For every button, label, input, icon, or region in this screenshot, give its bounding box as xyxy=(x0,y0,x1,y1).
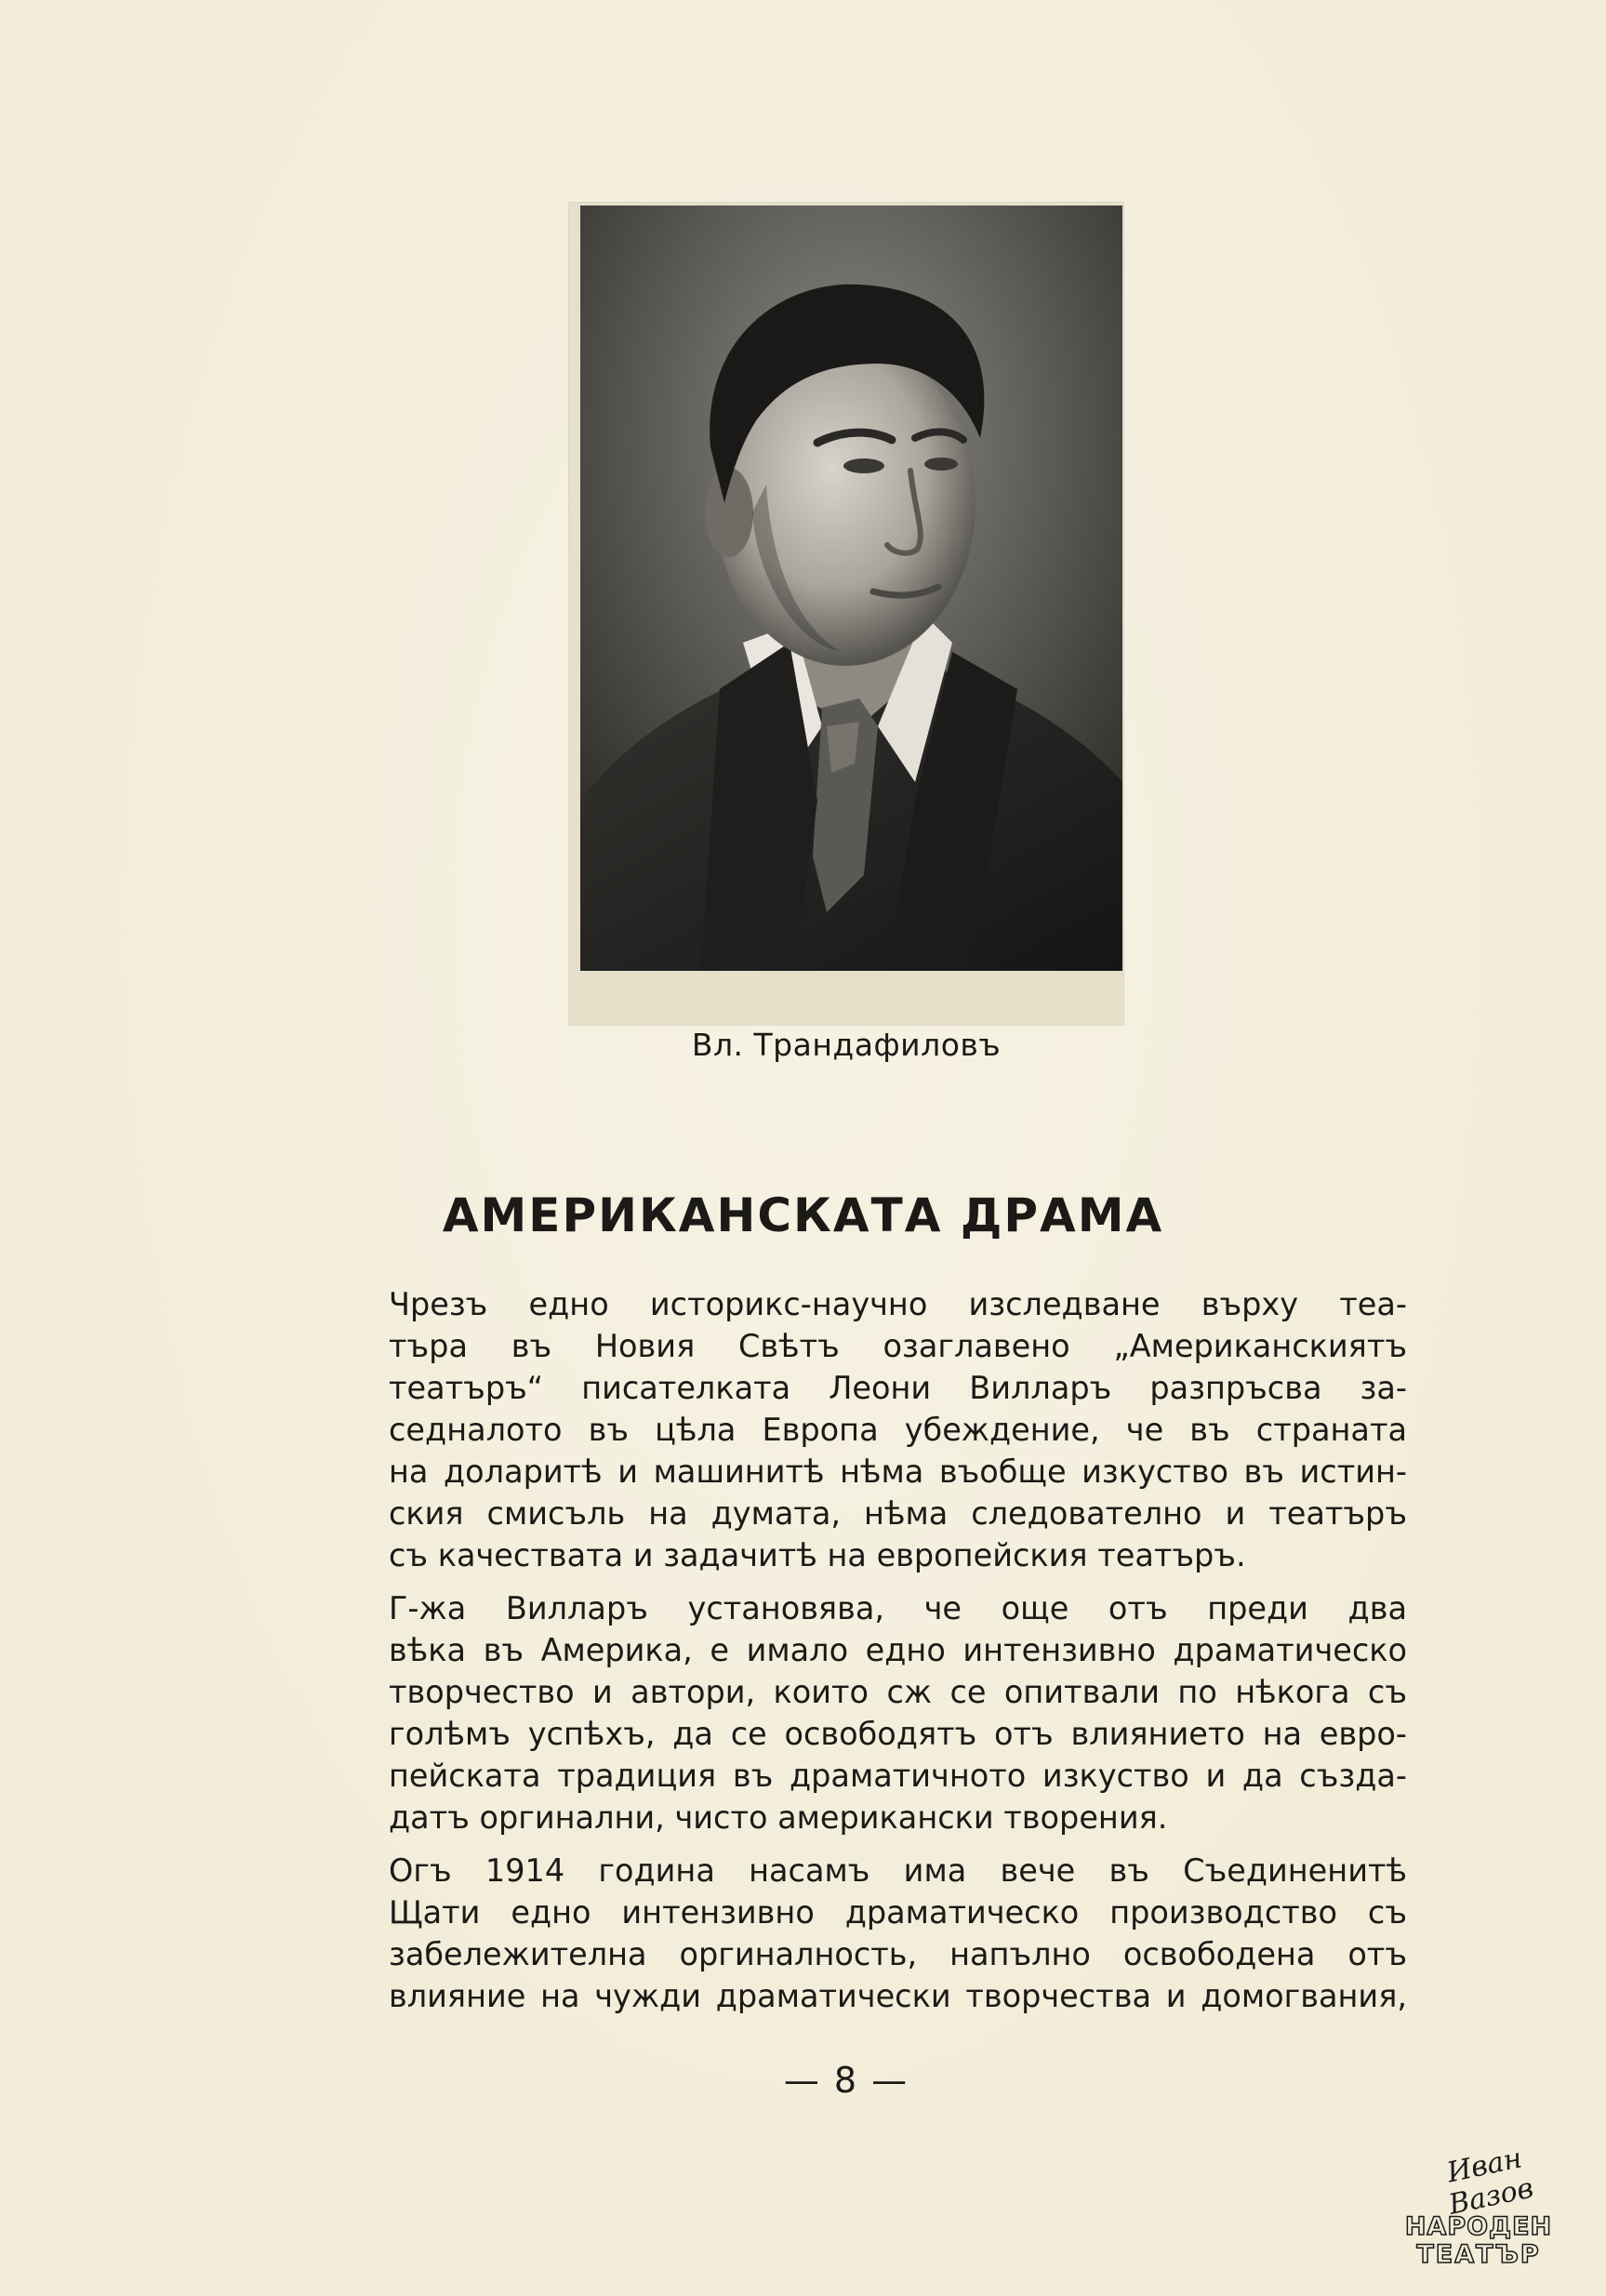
paragraph-3 xyxy=(296,1850,1407,2017)
text-line: седналото въ цѣла Европа убеждение, че въ страната xyxy=(389,1412,1407,1448)
national-theatre-logo xyxy=(1395,2142,1562,2269)
text-line: влияние на чужди драматически творчества и домогвания, xyxy=(389,1978,1407,2014)
text-line: Г-жа Вилларъ установява, че още отъ преди два xyxy=(389,1590,1407,1626)
text-line: творчество и автори, които сж се опитвали по нѣкога съ xyxy=(389,1674,1407,1710)
portrait-photo xyxy=(580,206,1122,971)
text-line: съ качествата и задачитѣ на европейския театъръ. xyxy=(389,1537,1246,1573)
logo-line-2: ТЕАТЪР xyxy=(1416,2240,1541,2269)
text-line: датъ оргинални, чисто американски творения. xyxy=(389,1799,1168,1836)
text-line: на доларитѣ и машинитѣ нѣма въобще изкуство въ истин- xyxy=(389,1453,1407,1490)
article-body xyxy=(296,1283,1407,2028)
text-line: Щати едно интензивно драматическо производство съ xyxy=(389,1894,1407,1931)
text-line: ския смисъль на думата, нѣма следователно и театъръ xyxy=(389,1495,1407,1532)
photo-caption: Вл. Трандафиловъ xyxy=(691,1027,1002,1063)
article-heading: АМЕРИКАНСКАТА ДРАМА xyxy=(442,1188,1164,1242)
text-line: голѣмъ успѣхъ, да се освободятъ отъ влиянието на евро- xyxy=(389,1716,1407,1752)
logo-line-1: НАРОДЕН xyxy=(1404,2212,1553,2241)
text-line: пейската традиция въ драматичното изкуство и да създа- xyxy=(389,1758,1407,1794)
text-line: вѣка въ Америка, е имало едно интензивно драматическо xyxy=(389,1632,1407,1668)
text-line: търа въ Новия Свѣтъ озаглавено „Американскиятъ xyxy=(389,1328,1407,1364)
text-line: театъръ“ писателката Леони Вилларъ разпръсва за- xyxy=(389,1370,1407,1406)
portrait-illustration xyxy=(580,206,1122,971)
paragraph-1 xyxy=(296,1283,1407,1576)
text-line: забележителна оргиналность, напълно освободена отъ xyxy=(389,1936,1407,1972)
page-number: — 8 — xyxy=(783,2060,909,2101)
paragraph-2 xyxy=(296,1587,1407,1838)
logo-signature: Иван Вазов xyxy=(1443,2142,1536,2222)
text-line: Чрезъ едно историкс-научно изследване върху теа- xyxy=(389,1286,1407,1322)
show-through-text xyxy=(967,1088,976,1131)
text-line: Огъ 1914 година насамъ има вече въ Съединенитѣ xyxy=(389,1852,1407,1889)
